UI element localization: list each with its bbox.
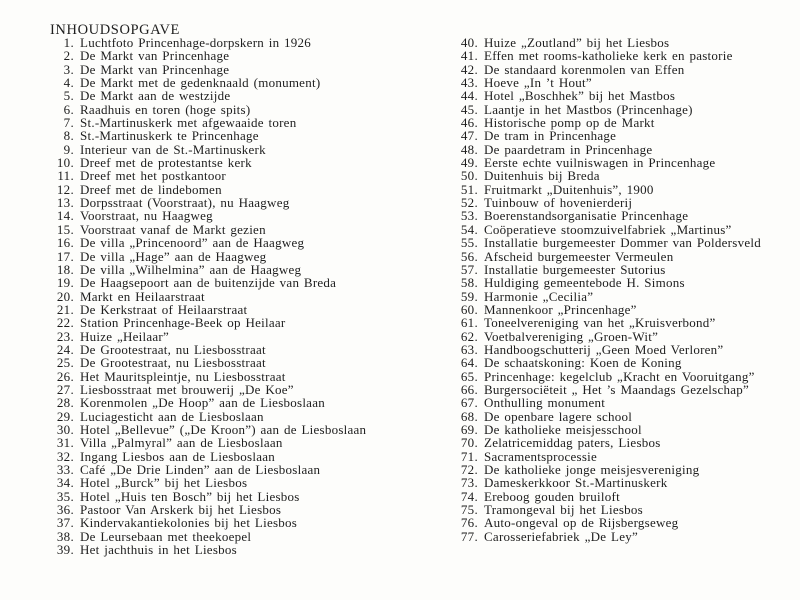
toc-item-text: Handboogschutterij „Geen Moed Verloren” xyxy=(484,341,724,357)
toc-item-text: Luciagesticht aan de Liesboslaan xyxy=(80,408,264,424)
toc-item-number: 40. xyxy=(460,35,478,50)
toc-item xyxy=(47,490,442,503)
toc-item-number: 41. xyxy=(460,48,478,64)
toc-item-text: De Markt van Princenhage xyxy=(80,61,230,77)
toc-item-number: 34. xyxy=(56,475,74,491)
toc-item-text: Afscheid burgemeester Vermeulen xyxy=(484,248,674,264)
toc-item-text: Dreef met het postkantoor xyxy=(80,168,226,184)
toc-item xyxy=(451,103,796,116)
toc-item-number: 42. xyxy=(460,61,478,77)
toc-item xyxy=(451,530,796,543)
toc-item-text: De katholieke meisjesschool xyxy=(484,421,642,437)
toc-item xyxy=(47,169,442,182)
toc-item-number: 24. xyxy=(56,341,74,357)
toc-item-text: Mannenkoor „Princenhage” xyxy=(484,301,637,317)
toc-item xyxy=(451,356,796,369)
toc-item xyxy=(47,76,442,89)
toc-item xyxy=(47,196,442,209)
toc-item-text: Huize „Heilaar” xyxy=(80,328,170,344)
toc-item xyxy=(47,396,442,409)
toc-item-text: Harmonie „Cecilia” xyxy=(484,288,594,304)
toc-item-number: 60. xyxy=(460,301,478,317)
toc-item xyxy=(47,410,442,423)
toc-item-number: 68. xyxy=(460,408,478,424)
toc-item-number: 66. xyxy=(460,381,478,397)
toc-item-number: 18. xyxy=(56,261,74,277)
toc-item-number: 26. xyxy=(56,368,74,384)
toc-item-text: Hotel „Boschhek” bij het Mastbos xyxy=(484,88,676,104)
toc-item xyxy=(47,303,442,316)
toc-item xyxy=(47,183,442,196)
toc-item-number: 73. xyxy=(460,475,478,491)
toc-item-text: Pastoor Van Arskerk bij het Liesbos xyxy=(80,502,282,518)
toc-item-text: Installatie burgemeester Dommer van Poldersveld xyxy=(484,235,761,251)
toc-item-number: 33. xyxy=(56,462,74,477)
toc-item-number: 58. xyxy=(460,275,478,291)
toc-item xyxy=(451,63,796,76)
toc-item-text: Liesbosstraat met brouwerij „De Koe” xyxy=(80,381,294,397)
toc-item-text: Korenmolen „De Hoop” aan de Liesboslaan xyxy=(80,395,325,411)
toc-item-number: 8. xyxy=(63,128,74,144)
toc-item-text: De Grootestraat, nu Liesbosstraat xyxy=(80,355,266,371)
toc-item-text: Eerste echte vuilniswagen in Princenhage xyxy=(484,155,716,171)
toc-item xyxy=(47,63,442,76)
toc-item xyxy=(47,356,442,369)
toc-item-text: Huldiging gemeentebode H. Simons xyxy=(484,275,685,291)
toc-item-text: Auto-ongeval op de Rijsbergseweg xyxy=(484,515,679,531)
toc-item-number: 13. xyxy=(56,195,74,211)
toc-item-text: Burgersociëteit „ Het ’s Maandags Gezelschap” xyxy=(484,381,749,397)
toc-item-number: 21. xyxy=(56,301,74,317)
toc-item-text: Ingang Liesbos aan de Liesboslaan xyxy=(80,448,275,464)
toc-item xyxy=(451,450,796,463)
toc-item xyxy=(451,183,796,196)
toc-item-number: 53. xyxy=(460,208,478,224)
toc-item xyxy=(451,463,796,476)
toc-item xyxy=(47,343,442,356)
toc-item-number: 19. xyxy=(56,275,74,291)
toc-item-number: 20. xyxy=(56,288,74,304)
toc-item-number: 50. xyxy=(460,168,478,184)
toc-item-number: 7. xyxy=(63,115,74,131)
toc-item xyxy=(451,89,796,102)
toc-item-number: 9. xyxy=(63,141,74,157)
toc-item-number: 67. xyxy=(460,395,478,411)
toc-item-text: Huize „Zoutland” bij het Liesbos xyxy=(484,35,670,50)
toc-item xyxy=(451,490,796,503)
toc-item-number: 15. xyxy=(56,221,74,237)
toc-item-text: Carosseriefabriek „De Ley” xyxy=(484,528,638,544)
toc-item-text: Dreef met de protestantse kerk xyxy=(80,155,252,171)
toc-item-text: De Markt van Princenhage xyxy=(80,48,230,64)
toc-item xyxy=(47,209,442,222)
toc-item xyxy=(47,49,442,62)
toc-item-number: 1. xyxy=(63,35,74,50)
toc-item xyxy=(451,156,796,169)
toc-item xyxy=(47,503,442,516)
toc-item-text: Laantje in het Mastbos (Princenhage) xyxy=(484,101,693,117)
toc-item-text: Station Princenhage-Beek op Heilaar xyxy=(80,315,286,331)
toc-item-text: Het Mauritspleintje, nu Liesbosstraat xyxy=(80,368,286,384)
toc-item-number: 69. xyxy=(460,421,478,437)
toc-item-text: Duitenhuis bij Breda xyxy=(484,168,600,184)
toc-item-text: Historische pomp op de Markt xyxy=(484,115,655,131)
toc-item xyxy=(451,476,796,489)
toc-item xyxy=(451,316,796,329)
toc-item xyxy=(451,370,796,383)
toc-item-text: Onthulling monument xyxy=(484,395,606,411)
toc-item xyxy=(451,250,796,263)
toc-item xyxy=(451,236,796,249)
toc-item-text: Luchtfoto Princenhage-dorpskern in 1926 xyxy=(80,35,312,50)
toc-item-text: De standaard korenmolen van Effen xyxy=(484,61,685,77)
toc-item-text: De tram in Princenhage xyxy=(484,128,617,144)
toc-item-number: 23. xyxy=(56,328,74,344)
toc-item xyxy=(47,276,442,289)
toc-item-text: De Markt aan de westzijde xyxy=(80,88,231,104)
toc-item-text: Princenhage: kegelclub „Kracht en Vooruitgang” xyxy=(484,368,755,384)
toc-item xyxy=(47,250,442,263)
toc-item-number: 10. xyxy=(56,155,74,171)
toc-item-number: 32. xyxy=(56,448,74,464)
toc-item-text: De Leursebaan met theekoepel xyxy=(80,528,252,544)
toc-item-text: Hotel „Huis ten Bosch” bij het Liesbos xyxy=(80,488,300,504)
toc-item-number: 57. xyxy=(460,261,478,277)
toc-item-text: Villa „Palmyral” aan de Liesboslaan xyxy=(80,435,283,451)
toc-item-number: 16. xyxy=(56,235,74,251)
toc-item-text: De villa „Wilhelmina” aan de Haagweg xyxy=(80,261,302,277)
toc-column-right xyxy=(451,36,796,543)
toc-item xyxy=(451,343,796,356)
toc-column-left xyxy=(47,36,442,556)
toc-item-text: Kindervakantiekolonies bij het Liesbos xyxy=(80,515,298,531)
toc-item-text: Het jachthuis in het Liesbos xyxy=(80,542,237,558)
toc-item-text: De villa „Hage” aan de Haagweg xyxy=(80,248,267,264)
toc-item xyxy=(47,116,442,129)
toc-item-number: 25. xyxy=(56,355,74,371)
toc-item xyxy=(451,116,796,129)
toc-item xyxy=(47,530,442,543)
toc-item-number: 77. xyxy=(460,528,478,544)
toc-item xyxy=(451,383,796,396)
toc-item-number: 39. xyxy=(56,542,74,558)
toc-item-number: 27. xyxy=(56,381,74,397)
toc-item-text: Toneelvereniging van het „Kruisverbond” xyxy=(484,315,716,331)
toc-item xyxy=(451,143,796,156)
toc-item-number: 55. xyxy=(460,235,478,251)
toc-item-number: 71. xyxy=(460,448,478,464)
page-title: INHOUDSOPGAVE xyxy=(50,22,180,38)
toc-item-number: 46. xyxy=(460,115,478,131)
toc-item-number: 31. xyxy=(56,435,74,451)
toc-item xyxy=(451,396,796,409)
toc-item xyxy=(47,290,442,303)
toc-item-number: 75. xyxy=(460,502,478,518)
toc-item-number: 17. xyxy=(56,248,74,264)
toc-item-number: 28. xyxy=(56,395,74,411)
toc-item xyxy=(47,156,442,169)
toc-item xyxy=(451,76,796,89)
toc-item-number: 72. xyxy=(460,462,478,477)
toc-item xyxy=(47,316,442,329)
toc-item xyxy=(47,516,442,529)
toc-item-text: De Markt met de gedenknaald (monument) xyxy=(80,75,321,91)
toc-item-number: 61. xyxy=(460,315,478,331)
toc-item-number: 62. xyxy=(460,328,478,344)
toc-item xyxy=(47,89,442,102)
toc-item xyxy=(47,423,442,436)
toc-item xyxy=(451,169,796,182)
toc-item-text: Voetbalvereniging „Groen-Wit” xyxy=(484,328,659,344)
toc-item-text: De villa „Princenoord” aan de Haagweg xyxy=(80,235,305,251)
toc-item xyxy=(451,330,796,343)
toc-item xyxy=(47,543,442,556)
toc-item-number: 4. xyxy=(63,75,74,91)
toc-item-number: 45. xyxy=(460,101,478,117)
toc-item-text: Markt en Heilaarstraat xyxy=(80,288,205,304)
toc-item xyxy=(451,263,796,276)
toc-item-text: St.-Martinuskerk met afgewaaide toren xyxy=(80,115,297,131)
toc-item-number: 51. xyxy=(460,181,478,197)
toc-item-number: 11. xyxy=(57,168,74,184)
toc-item-text: Installatie burgemeester Sutorius xyxy=(484,261,666,277)
toc-item-number: 47. xyxy=(460,128,478,144)
toc-item-text: Ereboog gouden bruiloft xyxy=(484,488,620,504)
toc-item xyxy=(47,463,442,476)
toc-item-number: 30. xyxy=(56,421,74,437)
toc-item-text: Hotel „Burck” bij het Liesbos xyxy=(80,475,248,491)
toc-item xyxy=(47,36,442,49)
toc-item xyxy=(451,129,796,142)
toc-item-number: 52. xyxy=(460,195,478,211)
toc-item-number: 38. xyxy=(56,528,74,544)
toc-item-text: Zelatricemiddag paters, Liesbos xyxy=(484,435,661,451)
toc-item-text: De Kerkstraat of Heilaarstraat xyxy=(80,301,248,317)
toc-item xyxy=(451,410,796,423)
toc-item xyxy=(451,209,796,222)
toc-item-number: 64. xyxy=(460,355,478,371)
toc-item-text: De katholieke jonge meisjesvereniging xyxy=(484,462,700,477)
toc-item-text: Boerenstandsorganisatie Princenhage xyxy=(484,208,689,224)
toc-item-number: 5. xyxy=(63,88,74,104)
toc-item-number: 12. xyxy=(56,181,74,197)
toc-item-number: 3. xyxy=(63,61,74,77)
toc-item-number: 56. xyxy=(460,248,478,264)
toc-item-number: 74. xyxy=(460,488,478,504)
toc-item-number: 76. xyxy=(460,515,478,531)
toc-item-text: Café „De Drie Linden” aan de Liesboslaan xyxy=(80,462,321,477)
toc-item xyxy=(47,450,442,463)
toc-item-text: De schaatskoning: Koen de Koning xyxy=(484,355,682,371)
toc-item-number: 48. xyxy=(460,141,478,157)
toc-item-number: 2. xyxy=(63,48,74,64)
toc-item-number: 22. xyxy=(56,315,74,331)
toc-item xyxy=(451,196,796,209)
toc-item xyxy=(47,436,442,449)
toc-item-text: Interieur van de St.-Martinuskerk xyxy=(80,141,266,157)
toc-item-text: Voorstraat vanaf de Markt gezien xyxy=(80,221,266,237)
toc-item xyxy=(451,276,796,289)
toc-item xyxy=(451,290,796,303)
toc-item xyxy=(451,503,796,516)
toc-item xyxy=(47,236,442,249)
toc-item-number: 6. xyxy=(63,101,74,117)
toc-item xyxy=(47,223,442,236)
toc-item-number: 36. xyxy=(56,502,74,518)
toc-item-text: Tuinbouw of hovenierderij xyxy=(484,195,633,211)
toc-item-text: Tramongeval bij het Liesbos xyxy=(484,502,643,518)
toc-item-text: Raadhuis en toren (hoge spits) xyxy=(80,101,251,117)
toc-item xyxy=(451,423,796,436)
toc-item-number: 63. xyxy=(460,341,478,357)
toc-item xyxy=(47,263,442,276)
toc-item xyxy=(451,516,796,529)
toc-item-number: 14. xyxy=(56,208,74,224)
toc-item-text: Effen met rooms-katholieke kerk en pastorie xyxy=(484,48,733,64)
toc-item-text: Hoeve „In ’t Hout” xyxy=(484,75,592,91)
toc-item xyxy=(47,476,442,489)
toc-item xyxy=(47,103,442,116)
toc-item xyxy=(451,436,796,449)
toc-item-text: De openbare lagere school xyxy=(484,408,633,424)
toc-item-number: 49. xyxy=(460,155,478,171)
toc-item xyxy=(47,143,442,156)
toc-item-text: Fruitmarkt „Duitenhuis”, 1900 xyxy=(484,181,654,197)
toc-item-text: Coöperatieve stoomzuivelfabriek „Martinus” xyxy=(484,221,732,237)
toc-item xyxy=(47,129,442,142)
toc-item xyxy=(47,370,442,383)
toc-item xyxy=(47,330,442,343)
toc-item xyxy=(451,223,796,236)
toc-item-number: 44. xyxy=(460,88,478,104)
toc-item xyxy=(47,383,442,396)
toc-item-number: 65. xyxy=(460,368,478,384)
toc-item-text: De paardetram in Princenhage xyxy=(484,141,653,157)
toc-item-text: Dameskerkkoor St.-Martinuskerk xyxy=(484,475,668,491)
toc-item-number: 54. xyxy=(460,221,478,237)
toc-item xyxy=(451,36,796,49)
toc-item-text: Dreef met de lindebomen xyxy=(80,181,222,197)
toc-item-number: 59. xyxy=(460,288,478,304)
toc-item-text: Sacramentsprocessie xyxy=(484,448,598,464)
toc-item-number: 29. xyxy=(56,408,74,424)
toc-item-number: 37. xyxy=(56,515,74,531)
toc-item-text: Voorstraat, nu Haagweg xyxy=(80,208,213,224)
toc-item-text: St.-Martinuskerk te Princenhage xyxy=(80,128,259,144)
toc-item-number: 70. xyxy=(460,435,478,451)
toc-item-number: 43. xyxy=(460,75,478,91)
toc-item xyxy=(451,303,796,316)
toc-item-number: 35. xyxy=(56,488,74,504)
toc-item-text: De Grootestraat, nu Liesbosstraat xyxy=(80,341,266,357)
toc-item-text: Dorpsstraat (Voorstraat), nu Haagweg xyxy=(80,195,290,211)
toc-item-text: Hotel „Bellevue” („De Kroon”) aan de Liesboslaan xyxy=(80,421,367,437)
toc-item xyxy=(451,49,796,62)
toc-item-text: De Haagsepoort aan de buitenzijde van Breda xyxy=(80,275,337,291)
